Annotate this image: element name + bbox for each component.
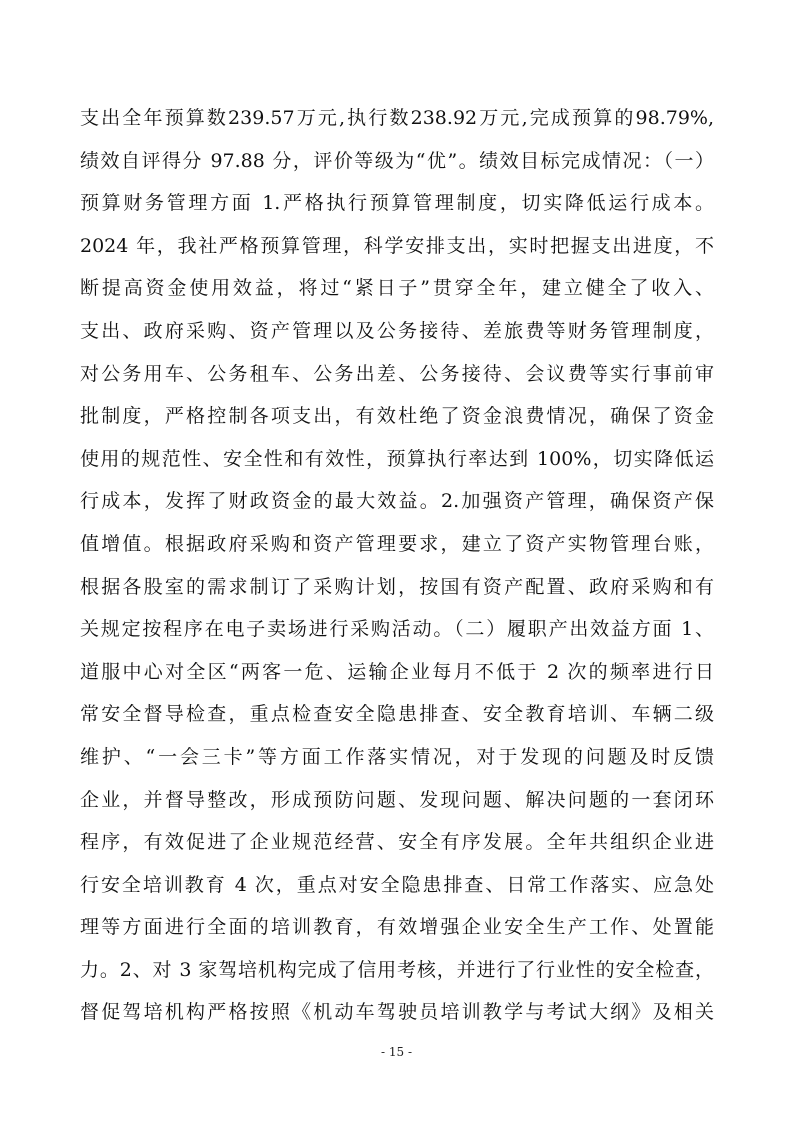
text-line: 督促驾培机构严格按照《机动车驾驶员培训教学与考试大纲》及相关 xyxy=(80,1001,714,1024)
text-line: 行成本，发挥了财政资金的最大效益。2.加强资产管理，确保资产保 xyxy=(80,490,714,513)
text-line: 关规定按程序在电子卖场进行采购活动。（二）履职产出效益方面 1、 xyxy=(80,618,714,641)
text-line: 维护、“一会三卡”等方面工作落实情况，对于发现的问题及时反馈 xyxy=(80,745,714,768)
text-line: 对公务用车、公务租车、公务出差、公务接待、会议费等实行事前审 xyxy=(80,362,714,385)
text-line: 常安全督导检查，重点检查安全隐患排查、安全教育培训、车辆二级 xyxy=(80,703,714,726)
text-line: 批制度，严格控制各项支出，有效杜绝了资金浪费情况，确保了资金 xyxy=(80,405,714,428)
text-line: 断提高资金使用效益，将过“紧日子”贯穿全年，建立健全了收入、 xyxy=(80,277,714,300)
text-line: 预算财务管理方面 1.严格执行预算管理制度，切实降低运行成本。 xyxy=(80,192,714,215)
text-line: 值增值。根据政府采购和资产管理要求，建立了资产实物管理台账， xyxy=(80,532,714,555)
text-line: 程序，有效促进了企业规范经营、安全有序发展。全年共组织企业进 xyxy=(80,831,714,854)
text-line: 2024 年，我社严格预算管理，科学安排支出，实时把握支出进度，不 xyxy=(80,234,714,257)
text-line: 使用的规范性、安全性和有效性，预算执行率达到 100%，切实降低运 xyxy=(80,447,714,470)
text-line: 绩效自评得分 97.88 分，评价等级为“优”。绩效目标完成情况：（一） xyxy=(80,149,714,172)
body-text xyxy=(80,97,714,1034)
text-line: 理等方面进行全面的培训教育，有效增强企业安全生产工作、处置能 xyxy=(80,916,714,939)
page-number: - 15 - xyxy=(380,1045,412,1059)
text-line: 支出、政府采购、资产管理以及公务接待、差旅费等财务管理制度， xyxy=(80,319,714,342)
text-line: 企业，并督导整改，形成预防问题、发现问题、解决问题的一套闭环 xyxy=(80,788,714,811)
text-line: 力。2、对 3 家驾培机构完成了信用考核，并进行了行业性的安全检查， xyxy=(80,958,714,981)
text-line: 行安全培训教育 4 次，重点对安全隐患排查、日常工作落实、应急处 xyxy=(80,873,714,896)
text-line: 根据各股室的需求制订了采购计划，按国有资产配置、政府采购和有 xyxy=(80,575,714,598)
text-line: 道服中心对全区“两客一危、运输企业每月不低于 2 次的频率进行日 xyxy=(80,660,714,683)
text-line: 支出全年预算数239.57万元,执行数238.92万元,完成预算的98.79%, xyxy=(80,107,714,129)
